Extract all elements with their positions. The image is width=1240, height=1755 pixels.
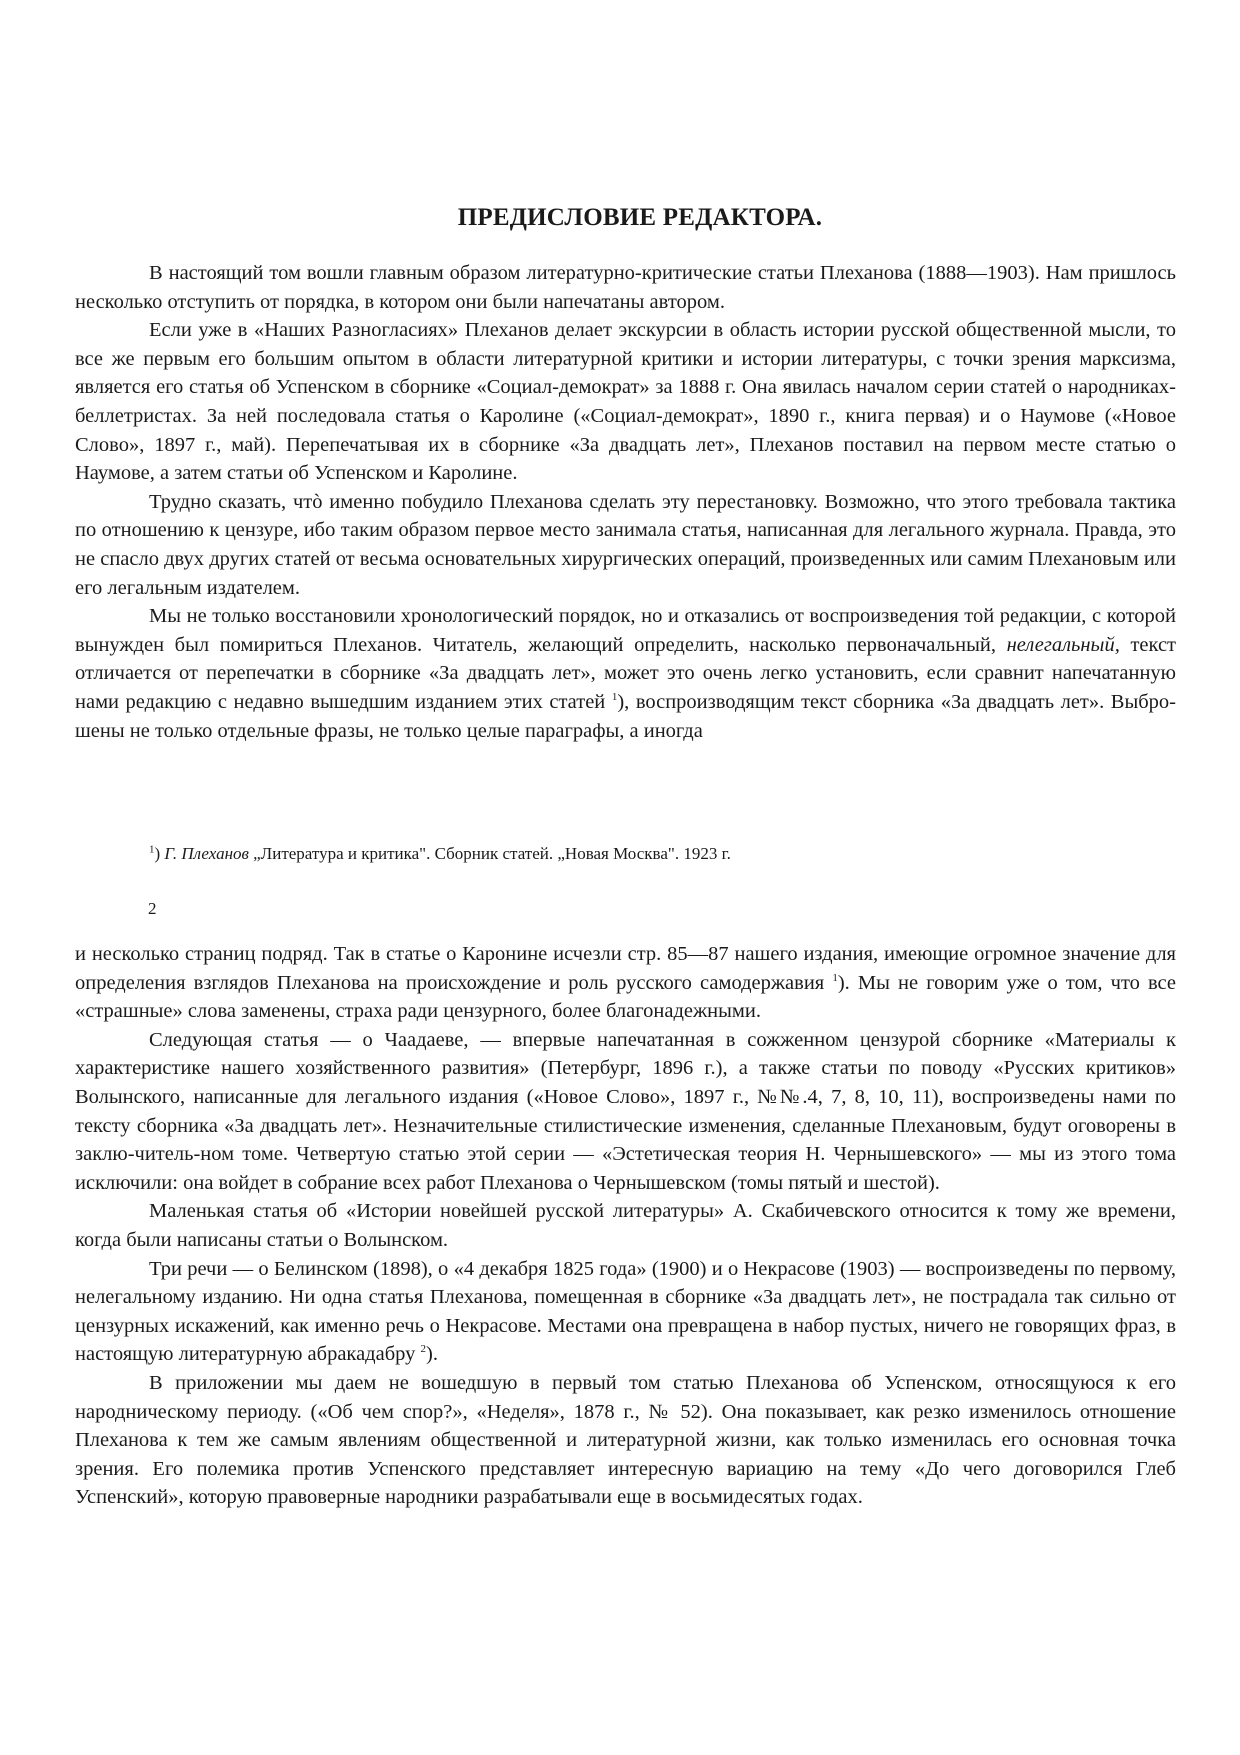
footnote-number: 1 [149,843,155,856]
paragraph-5-part-a: и несколько страниц подряд. Так в статье о Каронине исчезли стр. 85—87 нашего издания, имеющие огромное значение для определения взглядов Плеханова на происхождение и роль русского самодержавия [75,943,1176,994]
footnote-text: „Литература и критика". Сборник статей. „Новая Москва". 1923 г. [253,844,731,863]
footnote-ref: 2 [420,1343,426,1356]
paragraph-6: Следующая статья — о Чаадаеве, — впервые напечатанная в сожженном цензурой сборнике «Материалы к характеристике нашего хозяйственного развития» (Петербург, 1896 г.), а также статьи по поводу «Русских критиков» Волынского, написанные для легального издания («Новое Слово», 1897 г., №№.4, 7, 8, 10, 11), воспроизведены нами по тексту сборника «За двадцать лет». Незначительные стилистические изменения, сделанные Плехановым, будут оговорены в заклю-читель-ном томе. Четвертую статью этой серии — «Эстетическая теория Н. Чернышевского» — мы из этого тома исключили: она войдет в собрание всех работ Плеханова о Чернышевском (томы пятый и шестой). [75,1028,1176,1194]
paragraph-8-part-b: ). [426,1343,438,1366]
preface-text-lower [75,940,1176,1512]
preface-text-upper [75,259,1176,745]
paragraph-2: Если уже в «Наших Разногласиях» Плеханов делает экскурсии в область истории русской общественной мысли, то все же первым его большим опытом в области литературной критики и истории литературы, с точки зрения марксизма, является его статья об Успенском в сборнике «Социал-демократ» за 1888 г. Она явилась началом серии статей о народниках-беллетристах. За ней последовала статья о Каролине («Социал-демократ», 1890 г., книга первая) и о Наумове («Новое Слово», 1897 г., май). Перепечатывая их в сборнике «За двадцать лет», Плеханов поставил на первом месте статью о Наумове, а затем статьи об Успенском и Каролине. [75,319,1176,485]
footnote-author: Г. Плеханов [164,844,249,863]
paragraph-5 [75,940,1176,1026]
footnote [149,843,1169,865]
paragraph-9: В приложении мы даем не вошедшую в первый том статью Плеханова об Успенском, относящуюся к его народническому периоду. («Об чем спор?», «Неделя», 1878 г., № 52). Она показывает, как резко изменилось отношение Плеханова к тем же самым явлениям общественной и литературной жизни, как только изменилась его основная точка зрения. Его полемика против Успенского представляет интересную вариацию на тему «До чего договорился Глеб Успенский», которую правоверные народники разрабатывали еще в восьмидесятых годах. [75,1371,1176,1509]
paragraph-4-italic: нелегальный, [1006,633,1120,656]
paragraph-8 [75,1255,1176,1369]
footnote-ref: 1 [832,971,838,984]
paragraph-1: В настоящий том вошли главным образом литературно-критические статьи Плеханова (1888—1903). Нам пришлось несколько отступить от порядка, в котором они были напечатаны автором. [75,262,1176,313]
footnote-ref: 1 [611,691,618,704]
paragraph-4-part-b: текст отличается от перепечатки в сборнике «За двадцать лет», может это очень легко установить, если сравнит напечатанную нами редакцию с недавно вышедшим изданием этих статей [75,633,1177,713]
paragraph-4-part-c: ), воспроизводящим текст сборника «За двадцать лет». Выбро-шены не только отдельные фразы, не только целые параграфы, а иногда [75,690,1177,742]
footnote-paren: ) [154,844,161,863]
paragraph-3: Трудно сказать, чтò именно побудило Плеханова сделать эту перестановку. Возможно, что этого требовала тактика по отношению к цензуре, ибо таким образом первое место занимала статья, написанная для легального журнала. Правда, это не спасло двух других статей от весьма основательных хирургических операций, произведенных или самим Плехановым или его легальным издателем. [75,490,1176,599]
paragraph-4-part-a: Мы не только восстановили хронологический порядок, но и отказались от воспроизведения той редакции, с которой вынужден был помириться Плеханов. Читатель, желающий определить, насколько первоначальный, [75,605,1176,656]
paragraph-5-part-b: ). Мы не говорим уже о том, что все «страшные» слова заменены, страха ради цензурного, более благонадежными. [75,971,1177,1023]
page-number: 2 [148,899,157,918]
paragraph-8-part-a: Три речи — о Белинском (1898), о «4 декабря 1825 года» (1900) и о Некрасове (1903) — воспроизведены по первому, нелегальному изданию. Ни одна статья Плеханова, помещенная в сборнике «За двадцать лет», не пострадала так сильно от цензурных искажений, как именно речь о Некрасове. Местами она превращена в набор пустых, ничего не говорящих фраз, в настоящую литературную абракадабру [75,1257,1176,1366]
paragraph-4 [75,602,1176,745]
paragraph-7: Маленькая статья об «Истории новейшей русской литературы» А. Скабичевского относится к тому же времени, когда были написаны статьи о Волынском. [75,1200,1176,1251]
page-title: ПРЕДИСЛОВИЕ РЕДАКТОРА. [457,204,823,231]
